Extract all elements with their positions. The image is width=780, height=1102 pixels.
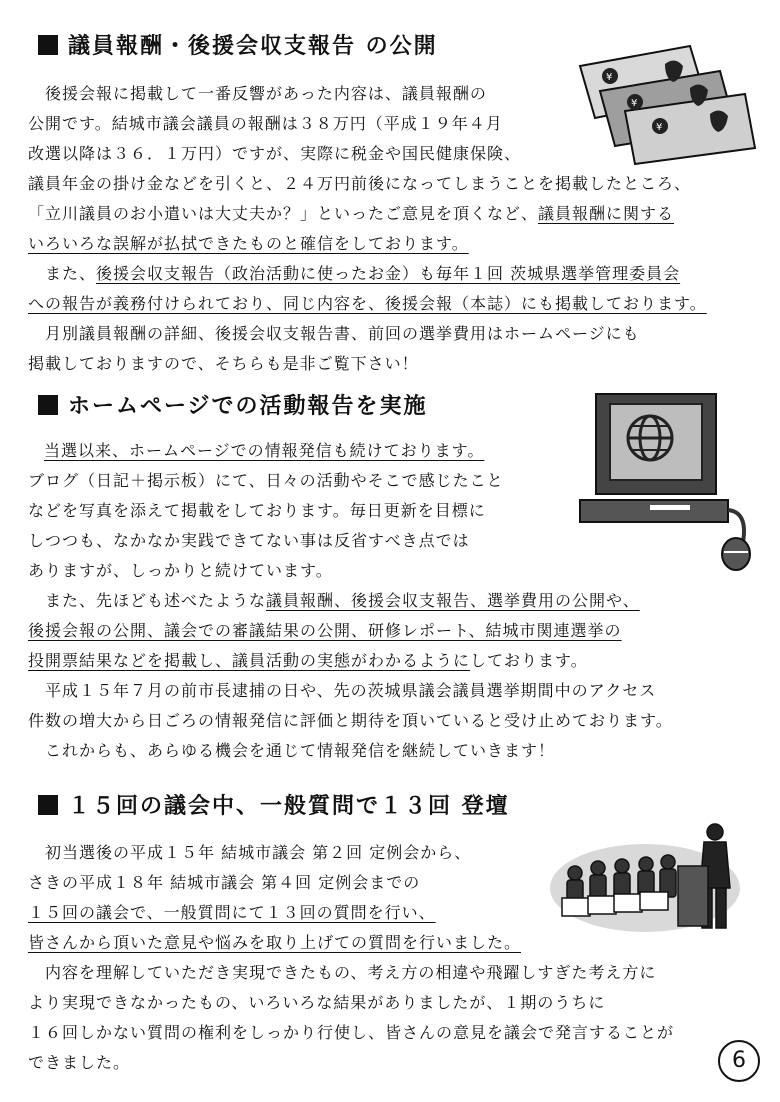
section3-line: １６回しかない質問の権利をしっかり行使し、皆さんの意見を議会で発言することが: [28, 1023, 675, 1042]
section1-text: また、: [28, 264, 97, 283]
square-bullet-icon: [38, 795, 58, 815]
computer-icon: [578, 392, 758, 572]
square-bullet-icon: [38, 35, 58, 55]
section1-underlined-line: への報告が義務付けられており、同じ内容を、後援会報（本誌）にも掲載しております。: [28, 294, 707, 313]
section3-line: より実現できなかったもの、いろいろな結果がありましたが、１期のうちに: [28, 993, 606, 1012]
section2-underlined-line: 当選以来、ホームページでの情報発信も続けております。: [44, 441, 485, 460]
section3-underlined-line: １５回の議会で、一般質問にて１３回の質問を行い、: [28, 903, 436, 922]
section2-line: ありますが、しっかりと続けています。: [28, 561, 333, 580]
section2-line: これからも、あらゆる機会を通じて情報発信を継続していきます！: [28, 741, 556, 760]
section3-underlined-line: 皆さんから頂いた意見や悩みを取り上げての質問を行いました。: [28, 933, 522, 952]
section1-underlined-text: 議員報酬に関する: [538, 204, 675, 223]
square-bullet-icon: [38, 395, 58, 415]
section3-line: 内容を理解していただき実現できたもの、考え方の相違や飛躍しすぎた考え方に: [28, 963, 657, 982]
svg-text:¥: ¥: [656, 122, 663, 133]
section2-heading: ホームページでの活動報告を実施: [38, 392, 428, 422]
section1-underlined-text: 後援会収支報告（政治活動に使ったお金）も毎年１回 茨城県選挙管理委員会: [96, 264, 681, 283]
section1-line: 議員年金の掛け金などを引くと、２４万円前後になってしまうことを掲載したところ、: [28, 174, 692, 193]
section3-line: できました。: [28, 1053, 131, 1072]
section2-underlined-line: 後援会報の公開、議会での審議結果の公開、研修レポート、結城市関連選挙の: [28, 621, 622, 640]
section1-line: 改選以降は３６．１万円）ですが、実際に税金や国民健康保険、: [28, 144, 522, 163]
section1-line: 公開です。結城市議会議員の報酬は３８万円（平成１９年４月: [28, 114, 503, 133]
svg-text:¥: ¥: [631, 98, 638, 109]
section1-underlined-line: いろいろな誤解が払拭できたものと確信をしております。: [28, 234, 469, 253]
section1-line: 月別議員報酬の詳細、後援会収支報告書、前回の選挙費用はホームページにも: [28, 324, 640, 343]
page-number: 6: [718, 1040, 760, 1082]
section2-line: 平成１５年７月の前市長逮捕の日や、先の茨城県議会議員選挙期間中のアクセス: [28, 681, 657, 700]
section2-line: [28, 650, 588, 672]
section1-line: [28, 203, 674, 225]
section1-text: 「立川議員のお小遣いは大丈夫か？」といったご意見を頂くなど、: [28, 204, 539, 223]
money-bills-icon: [570, 36, 760, 166]
section1-heading: 議員報酬・後援会収支報告 の公開: [38, 32, 438, 62]
section2-underlined-text: 投開票結果などを掲載し、議員活動の実態がわかるように: [28, 651, 471, 670]
section2-line: しつつも、なかなか実践できてない事は反省すべき点では: [28, 531, 470, 550]
section2-line: 件数の増大から日ごろの情報発信に評価と期待を頂いていると受け止めております。: [28, 711, 673, 730]
section3-line: 初当選後の平成１５年 結城市議会 第２回 定例会から、: [28, 843, 472, 862]
section1-line: [28, 263, 680, 285]
section2-line: ブログ（日記＋掲示板）にて、日々の活動やそこで感じたこと: [28, 471, 504, 490]
svg-text:¥: ¥: [606, 72, 613, 83]
assembly-speech-icon: [550, 818, 750, 938]
section3-line: さきの平成１８年 結城市議会 第４回 定例会までの: [28, 873, 421, 892]
section1-line: 掲載しておりますので、そちらも是非ご覧下さい！: [28, 354, 419, 373]
section2-underlined-text: 議員報酬、後援会収支報告、選挙費用の公開や、: [266, 591, 640, 610]
section3-heading: １５回の議会中、一般質問で１３回 登壇: [38, 792, 510, 822]
section2-text: しております。: [470, 651, 588, 670]
section1-line: 後援会報に掲載して一番反響があった内容は、議員報酬の: [28, 84, 487, 103]
section2-line: [28, 590, 640, 612]
section2-text: また、先ほども述べたような: [28, 591, 267, 610]
section2-line: などを写真を添えて掲載をしております。毎日更新を目標に: [28, 501, 486, 520]
